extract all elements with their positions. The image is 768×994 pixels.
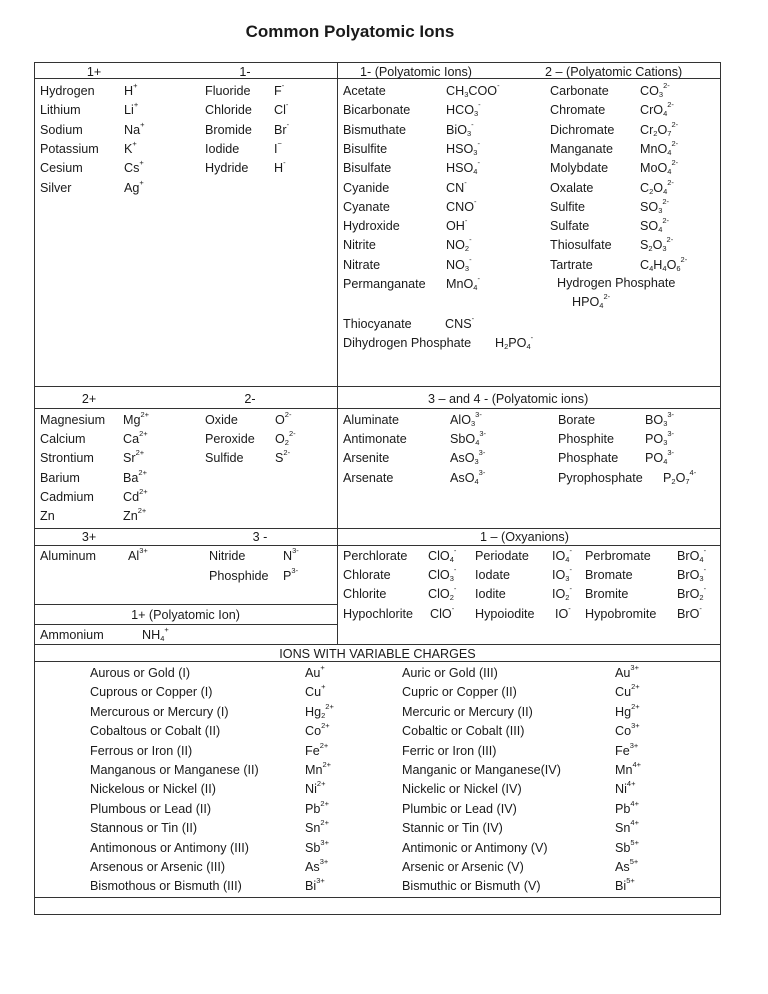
variable-higher-name: Stannic or Tin (IV) (402, 821, 503, 836)
anion-1minus-name: Iodide (205, 141, 240, 156)
polyatomic-1minus-formula: $HSO_3^-$ (446, 138, 480, 157)
polyatomic-1minus-name: Bisulfite (343, 141, 388, 156)
variable-lower-formula: $Sn^{2+}$ (305, 818, 329, 836)
anion-2minus-name: Peroxide (205, 432, 255, 447)
cation-2plus-name: Cadmium (40, 489, 94, 504)
variable-higher-name: Auric or Gold (III) (402, 666, 498, 680)
polyatomic-3-4-name: Aluminate (343, 413, 400, 427)
polyatomic-2minus-name: Thiosulfate (550, 238, 612, 253)
header-2plus: 2+ (81, 392, 97, 406)
cation-2plus-formula: $Sr^{2+}$ (123, 448, 145, 466)
oxyanion-name: Periodate (475, 549, 529, 563)
cation-1plus-name: Sodium (40, 122, 83, 137)
variable-higher-formula: $Ni^{4+}$ (615, 779, 636, 797)
polyatomic-1minus-formula: $NO_3^-$ (446, 254, 472, 273)
polyatomic-1minus-name: Bisulfate (343, 161, 392, 176)
oxyanion-name: Bromite (585, 587, 629, 602)
polyatomic-2minus-formula: MoO$_4^{2-}$ (640, 158, 679, 177)
oxyanion-formula: ClO$_3$- (428, 565, 457, 584)
polyatomic-2minus-formula: MnO$_4^{2-}$ (640, 138, 679, 157)
variable-higher-formula: $Fe^{3+}$ (615, 740, 639, 758)
header-1minus: 1- (239, 65, 251, 79)
polyatomic-1minus-extra-name: Dihydrogen Phosphate (343, 336, 472, 350)
polyatomic-1minus-name: Acetate (343, 84, 386, 98)
variable-higher-formula: $Hg^{2+}$ (615, 701, 640, 719)
polyatomic-3-4-formula: AsO$_4^{3-}$ (450, 467, 486, 486)
page-title: Common Polyatomic Ions (245, 22, 455, 41)
variable-lower-formula: $Bi^{3+}$ (305, 876, 325, 894)
cation-1plus-formula: Ag+ (124, 177, 144, 195)
polyatomic-1minus-formula: $HSO_4^-$ (446, 158, 480, 177)
polyatomic-2minus-name: Oxalate (550, 180, 594, 195)
polyatomic-1minus-name: Permanganate (343, 277, 426, 291)
oxyanion-formula: $IO_4^-$ (552, 546, 572, 564)
variable-higher-formula: $Bi^{5+}$ (615, 876, 635, 894)
polyatomic-2minus-name: Carbonate (550, 84, 609, 98)
cation-1plus-formula: K+ (124, 138, 137, 156)
ammonium-formula: $NH_4^+$ (142, 625, 169, 643)
anion-2minus-formula: $O^{2-}$ (275, 410, 292, 427)
cation-3plus-formula: $Al^{3+}$ (128, 546, 148, 563)
polyatomic-2minus-name: Chromate (550, 103, 606, 118)
anion-1minus-formula: I− (274, 138, 282, 156)
polyatomic-2minus-name: Sulfate (550, 219, 590, 234)
oxyanion-name: Hypoiodite (475, 606, 535, 621)
polyatomic-1minus-formula: $HCO_3^-$ (446, 100, 481, 119)
polyatomic-1minus-extra-name: Thiocyanate (343, 317, 412, 331)
polyatomic-2minus-formula: $SO_4^{2-}$ (640, 216, 670, 235)
cation-1plus-name: Potassium (40, 141, 99, 156)
cation-2plus-formula: $Ba^{2+}$ (123, 467, 147, 485)
oxyanion-formula: ClO$_4$- (428, 546, 457, 564)
polyatomic-1minus-name: Bismuthate (343, 122, 406, 137)
cation-1plus-formula: Na+ (124, 119, 145, 137)
polyatomic-1minus-formula: CN- (446, 177, 467, 195)
polyatomic-2minus-formula: $CO_3^{2-}$ (640, 81, 670, 99)
cation-2plus-formula: $Ca^{2+}$ (123, 429, 148, 447)
anion-1minus-formula: Br- (274, 119, 290, 137)
polyatomic-3-4-name: Borate (558, 413, 596, 427)
oxyanion-name: Perchlorate (343, 549, 408, 563)
ammonium-name: Ammonium (40, 628, 104, 642)
divider-header-2 (34, 408, 721, 409)
oxyanion-formula: BrO$_3$- (677, 565, 707, 584)
header-3plus: 3+ (81, 530, 97, 544)
variable-higher-formula: $Pb^{4+}$ (615, 798, 639, 816)
polyatomic-1minus-name: Hydroxide (343, 219, 400, 234)
table-border-top (34, 62, 721, 63)
variable-lower-name: Aurous or Gold (I) (90, 666, 191, 680)
anion-3minus-name: Nitride (209, 549, 246, 563)
variable-lower-formula: $Fe^{2+}$ (305, 740, 329, 758)
header-2minus: 2- (244, 392, 256, 406)
polyatomic-2minus-formula: CrO$_4^{2-}$ (640, 100, 674, 119)
variable-lower-name: Mercurous or Mercury (I) (90, 704, 229, 719)
hydrogen-phosphate-formula: $HPO_4^{2-}$ (572, 292, 611, 310)
header-oxyanions: 1 – (Oxyanions) (480, 530, 569, 544)
polyatomic-2minus-formula: $S_2O_3^{2-}$ (640, 235, 674, 254)
cation-1plus-name: Cesium (40, 161, 83, 176)
divider-polyion (34, 604, 337, 605)
polyatomic-1minus-extra-formula: $H_2PO_4^-$ (495, 333, 534, 351)
header-3-4-polyatomic: 3 – and 4 - (Polyatomic ions) (428, 392, 589, 406)
cation-2plus-name: Zn (40, 509, 55, 523)
polyatomic-1minus-formula: OH- (446, 216, 468, 234)
anion-1minus-name: Bromide (205, 122, 252, 137)
variable-lower-formula: Cu+ (305, 682, 326, 700)
anion-2minus-formula: $O_2^{2-}$ (275, 429, 296, 448)
polyatomic-2minus-name: Manganate (550, 141, 614, 156)
variable-charges-header: IONS WITH VARIABLE CHARGES (279, 647, 476, 661)
oxyanion-formula: $IO_3^-$ (552, 565, 572, 584)
polyatomic-3-4-formula: SbO$_4^{3-}$ (450, 429, 487, 448)
variable-lower-formula: $Pb^{2+}$ (305, 798, 329, 816)
polyatomic-2minus-name: Sulfite (550, 199, 586, 214)
anion-3minus-formula: $P^{3-}$ (283, 565, 299, 583)
variable-higher-name: Mercuric or Mercury (II) (402, 704, 533, 719)
polyatomic-3-4-name: Arsenite (343, 451, 390, 466)
cation-1plus-formula: H+ (124, 81, 138, 98)
oxyanion-formula: ClO$_2$- (428, 584, 457, 603)
anion-1minus-formula: H- (274, 158, 286, 176)
variable-lower-formula: $Ni^{2+}$ (305, 779, 326, 797)
cation-3plus-name: Aluminum (40, 549, 96, 563)
variable-lower-formula: $Co^{2+}$ (305, 721, 330, 739)
oxyanion-formula: BrO- (677, 603, 702, 621)
oxyanion-name: Chlorate (343, 568, 391, 583)
divider-bottom-1 (34, 897, 721, 898)
variable-lower-name: Arsenous or Arsenic (III) (90, 860, 226, 874)
oxyanion-name: Bromate (585, 568, 633, 583)
variable-higher-name: Nickelic or Nickel (IV) (402, 782, 522, 797)
anion-1minus-formula: F- (274, 81, 285, 98)
polyatomic-3-4-name: Arsenate (343, 470, 394, 485)
divider-section-2 (34, 386, 721, 387)
divider-variable-header (34, 661, 721, 662)
cation-2plus-formula: $Mg^{2+}$ (123, 410, 150, 427)
variable-lower-name: Cobaltous or Cobalt (II) (90, 724, 221, 739)
table-border-left (34, 62, 35, 914)
polyatomic-3-4-name: Pyrophosphate (558, 470, 643, 485)
polyatomic-1minus-formula: $NO_2^-$ (446, 235, 472, 254)
header-3minus: 3 - (252, 530, 268, 544)
polyatomic-1minus-extra-formula: CNS- (445, 314, 475, 331)
oxyanion-formula: BrO$_2$- (677, 584, 707, 603)
polyatomic-1minus-name: Nitrite (343, 238, 376, 253)
variable-higher-name: Ferric or Iron (III) (402, 743, 497, 758)
polyatomic-1minus-name: Bicarbonate (343, 103, 411, 118)
header-polyatomic-ion: 1+ (Polyatomic Ion) (131, 608, 240, 622)
anion-1minus-name: Hydride (205, 161, 249, 176)
polyatomic-1minus-name: Cyanate (343, 199, 390, 214)
anion-1minus-formula: Cl- (274, 100, 289, 118)
variable-lower-formula: Au+ (305, 663, 325, 680)
oxyanion-name: Chlorite (343, 587, 387, 602)
cation-2plus-name: Magnesium (40, 413, 106, 427)
anion-1minus-name: Chloride (205, 103, 252, 118)
polyatomic-1minus-name: Nitrate (343, 257, 381, 272)
cation-1plus-name: Hydrogen (40, 84, 95, 98)
oxyanion-formula: $IO_2^-$ (552, 584, 572, 603)
polyatomic-3-4-name: Phosphite (558, 432, 615, 447)
header-polyatomic-cations: 2 – (Polyatomic Cations) (545, 65, 683, 79)
polyatomic-3-4-formula: $PO_4^{3-}$ (645, 448, 675, 467)
anion-2minus-name: Sulfide (205, 451, 244, 466)
cation-2plus-name: Barium (40, 470, 80, 485)
variable-higher-name: Cupric or Copper (II) (402, 685, 517, 700)
oxyanion-formula: ClO- (430, 603, 455, 621)
header-1plus: 1+ (86, 65, 102, 79)
variable-lower-name: Manganous or Manganese (II) (90, 763, 259, 777)
variable-higher-formula: $Mn^{4+}$ (615, 760, 642, 777)
variable-lower-name: Nickelous or Nickel (II) (90, 782, 216, 797)
polyatomic-1minus-formula: CNO- (446, 196, 477, 214)
variable-higher-formula: $Au^{3+}$ (615, 663, 639, 680)
polyatomic-3-4-name: Phosphate (558, 451, 619, 466)
oxyanion-formula: IO- (555, 603, 571, 621)
anion-1minus-name: Fluoride (205, 84, 251, 98)
variable-higher-name: Arsenic or Arsenic (V) (402, 860, 524, 874)
polyatomic-1minus-formula: BiO$_3$- (446, 119, 474, 138)
polyatomic-1minus-formula: MnO$_4$- (446, 274, 480, 292)
variable-lower-name: Stannous or Tin (II) (90, 821, 198, 836)
variable-lower-name: Bismothous or Bismuth (III) (90, 879, 242, 894)
cation-2plus-formula: $Cd^{2+}$ (123, 486, 148, 504)
column-divider-middle (337, 62, 338, 644)
polyatomic-1minus-name: Cyanide (343, 180, 390, 195)
variable-higher-formula: $Cu^{2+}$ (615, 682, 640, 700)
table-border-bottom (34, 914, 721, 915)
cation-2plus-formula: $Zn^{2+}$ (123, 506, 147, 523)
variable-higher-name: Plumbic or Lead (IV) (402, 801, 517, 816)
anion-2minus-formula: $S^{2-}$ (275, 448, 291, 466)
polyatomic-2minus-formula: $C_2O_4^{2-}$ (640, 177, 674, 196)
variable-lower-formula: $Mn^{2+}$ (305, 760, 332, 777)
variable-lower-name: Plumbous or Lead (II) (90, 801, 212, 816)
polyatomic-3-4-formula: $BO_3^{3-}$ (645, 410, 675, 428)
variable-higher-formula: $Co^{3+}$ (615, 721, 640, 739)
oxyanion-formula: BrO$_4$- (677, 546, 707, 564)
oxyanion-name: Iodite (475, 587, 506, 602)
hydrogen-phosphate-name: Hydrogen Phosphate (557, 276, 676, 290)
polyatomic-2minus-name: Tartrate (550, 257, 593, 272)
polyatomic-3-4-formula: $PO_3^{3-}$ (645, 429, 675, 448)
variable-lower-formula: $As^{3+}$ (305, 857, 329, 874)
polyatomic-2minus-formula: $SO_3^{2-}$ (640, 196, 670, 215)
variable-lower-name: Cuprous or Copper (I) (90, 685, 213, 700)
cation-2plus-name: Strontium (40, 451, 94, 466)
polyatomic-2minus-formula: $Cr_2O_7^{2-}$ (640, 119, 679, 138)
oxyanion-name: Perbromate (585, 549, 651, 563)
variable-higher-name: Manganic or Manganese(IV) (402, 763, 561, 777)
polyatomic-2minus-name: Dichromate (550, 122, 615, 137)
divider-variable (34, 644, 721, 645)
polyatomic-1minus-formula: $CH_3COO^-$ (446, 81, 500, 99)
variable-lower-name: Antimonous or Antimony (III) (90, 840, 249, 855)
divider-ammonium (34, 624, 337, 625)
variable-higher-formula: $Sn^{4+}$ (615, 818, 639, 836)
cation-1plus-formula: Cs+ (124, 158, 144, 176)
divider-section-3 (34, 528, 721, 529)
variable-higher-name: Bismuthic or Bismuth (V) (402, 879, 541, 894)
polyatomic-3-4-formula: AsO$_3^{3-}$ (450, 448, 486, 467)
variable-lower-name: Ferrous or Iron (II) (90, 743, 193, 758)
polyatomic-3-4-formula: $P_2O_7^{4-}$ (663, 467, 697, 486)
oxyanion-name: Iodate (475, 568, 511, 583)
cation-2plus-name: Calcium (40, 432, 86, 447)
anion-3minus-name: Phosphide (209, 568, 269, 583)
variable-lower-formula: $Sb^{3+}$ (305, 837, 329, 855)
polyatomic-2minus-formula: $C_4H_4O_6^{2-}$ (640, 254, 688, 273)
variable-lower-formula: $Hg_2^{2+}$ (305, 701, 334, 720)
variable-higher-formula: $Sb^{5+}$ (615, 837, 639, 855)
divider-header-3 (34, 545, 721, 546)
cation-1plus-name: Lithium (40, 103, 81, 118)
variable-higher-name: Cobaltic or Cobalt (III) (402, 724, 525, 739)
polyatomic-3-4-formula: AlO$_3^{3-}$ (450, 410, 482, 428)
header-polyatomic-ions: 1- (Polyatomic Ions) (360, 65, 472, 79)
polyatomic-2minus-name: Molybdate (550, 161, 609, 176)
oxyanion-name: Hypochlorite (343, 606, 413, 621)
polyatomic-3-4-name: Antimonate (343, 432, 407, 447)
anion-3minus-formula: $N^{3-}$ (283, 546, 299, 563)
oxyanion-name: Hypobromite (585, 606, 657, 621)
anion-2minus-name: Oxide (205, 413, 238, 427)
cation-1plus-formula: Li+ (124, 100, 139, 118)
cation-1plus-name: Silver (40, 180, 72, 195)
variable-higher-name: Antimonic or Antimony (V) (402, 840, 548, 855)
variable-higher-formula: $As^{5+}$ (615, 857, 639, 874)
table-border-right (720, 62, 721, 914)
